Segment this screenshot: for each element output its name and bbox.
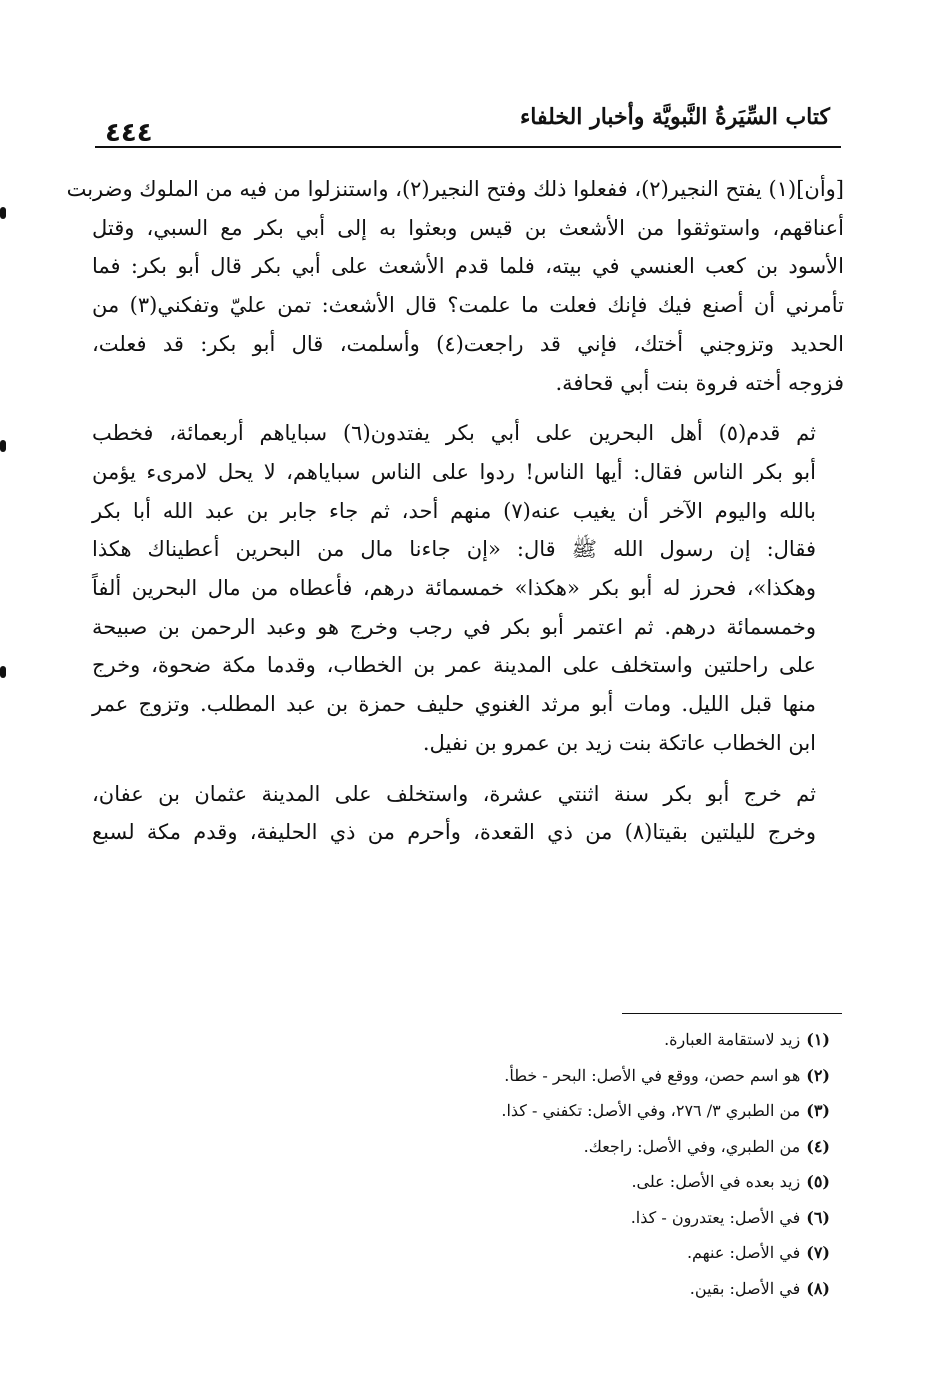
footnote bbox=[300, 1129, 830, 1165]
text-line: أبو بكر الناس فقال: أيها الناس! ردوا على الناس سباياهم، لا يحل لامرىء يؤمن bbox=[92, 459, 816, 484]
text-line: وخمسمائة درهم. ثم اعتمر أبو بكر في رجب وخرج هو وعبد الرحمن بن صبيحة bbox=[92, 614, 816, 639]
footnote-text: زيد بعده في الأصل: على. bbox=[631, 1172, 801, 1191]
footnote bbox=[300, 1235, 830, 1271]
footnote bbox=[300, 1022, 830, 1058]
text-line: الأسود بن كعب العنسي في بيته، فلما قدم الأشعث على أبي بكر قال أبو بكر: فما bbox=[92, 254, 844, 279]
margin-mark bbox=[0, 440, 6, 452]
text-line: بالله واليوم الآخر أن يغيب عنه(٧) منهم أحد، ثم جاء جابر بن عبد الله أبا بكر bbox=[92, 498, 816, 523]
footnote-number: (٤) bbox=[806, 1136, 830, 1156]
footnote-number: (٥) bbox=[806, 1172, 830, 1191]
text-line: [وأن](١) يفتح النجير(٢)، ففعلوا ذلك وفتح النجير(٢)، واستنزلوا من فيه من الملوك وضربت bbox=[66, 177, 844, 201]
footnote-number: (٦) bbox=[806, 1207, 830, 1227]
text-line: فزوجه أخته فروة بنت أبي قحافة. bbox=[555, 370, 844, 395]
text-line: ثم خرج أبو بكر سنة اثنتي عشرة، واستخلف على المدينة عثمان بن عفان، bbox=[92, 781, 816, 806]
footnote-text: هو اسم حصن، ووقع في الأصل: البحر - خطأ. bbox=[504, 1065, 801, 1085]
text-line: منها قبل الليل. ومات أبو مرثد الغنوي حليف حمزة بن عبد المطلب. وتزوج عمر bbox=[92, 692, 816, 717]
footnote-text: زيد لاستقامة العبارة. bbox=[664, 1030, 801, 1049]
footnote-number: (٣) bbox=[806, 1101, 830, 1120]
paragraph-3 bbox=[92, 775, 844, 852]
header-rule bbox=[95, 146, 841, 148]
footnote-number: (٢) bbox=[806, 1065, 830, 1085]
footnote bbox=[300, 1164, 830, 1200]
footnote-rule bbox=[622, 1013, 842, 1014]
footnote-text: من الطبري ٣/ ٢٧٦، وفي الأصل: تكفني - كذا. bbox=[501, 1101, 801, 1120]
footnote-number: (٧) bbox=[806, 1243, 830, 1262]
margin-mark bbox=[0, 207, 6, 219]
paragraph-2 bbox=[92, 414, 844, 762]
text-line: ثم قدم(٥) أهل البحرين على أبي بكر يفتدون(٦) سباياهم أربعمائة، فخطب bbox=[92, 421, 816, 446]
footnote-text: في الأصل: عنهم. bbox=[686, 1243, 801, 1262]
book-title: كتاب السِّيَرةُ النَّبويَّة وأخبار الخلفاء bbox=[519, 104, 830, 130]
footnote bbox=[300, 1093, 830, 1129]
footnote-text: في الأصل: يعتدرون - كذا. bbox=[630, 1207, 801, 1227]
page-number: ٤٤٤ bbox=[105, 118, 153, 148]
text-line: وخرج لليلتين بقيتا(٨) من ذي القعدة، وأحرم من ذي الحليفة، وقدم مكة لسبع bbox=[92, 820, 816, 845]
footnotes bbox=[300, 1022, 830, 1306]
footnote-text: من الطبري، وفي الأصل: راجعك. bbox=[583, 1136, 801, 1156]
running-header bbox=[95, 100, 840, 148]
text-line: وهكذا»، فحرز له أبو بكر «هكذا» خمسمائة درهم، فأعطاه من مال البحرين ألفاً bbox=[92, 576, 816, 601]
text-line: فقال: إن رسول الله ﷺ قال: «إن جاءنا مال من البحرين أعطيناك هكذا bbox=[92, 537, 816, 562]
footnote bbox=[300, 1200, 830, 1236]
text-line: الحديد وتزوجني أختك، فإني قد راجعت(٤) وأسلمت، قال أبو بكر: قد فعلت، bbox=[92, 331, 845, 356]
footnote-number: (١) bbox=[806, 1030, 830, 1049]
text-line: على راحلتين واستخلف على المدينة عمر بن الخطاب، وقدما مكة ضحوة، وخرج bbox=[92, 653, 816, 678]
footnote-number: (٨) bbox=[806, 1278, 830, 1298]
footnote-text: في الأصل: بقين. bbox=[689, 1278, 801, 1298]
footnote bbox=[300, 1058, 830, 1094]
margin-mark bbox=[0, 666, 6, 678]
text-line: تأمرني أن أصنع فيك فإنك فعلت ما علمت؟ قال الأشعث: تمن عليّ وتفكني(٣) من bbox=[92, 293, 844, 318]
footnote bbox=[300, 1271, 830, 1307]
text-line: ابن الخطاب عاتكة بنت زيد بن عمرو بن نفيل. bbox=[422, 730, 816, 755]
main-text bbox=[66, 170, 845, 852]
text-line: أعناقهم، واستوثقوا من الأشعث بن قيس وبعثوا به إلى أبي بكر مع السبي، وقتل bbox=[92, 215, 844, 240]
paragraph-1 bbox=[66, 170, 845, 402]
